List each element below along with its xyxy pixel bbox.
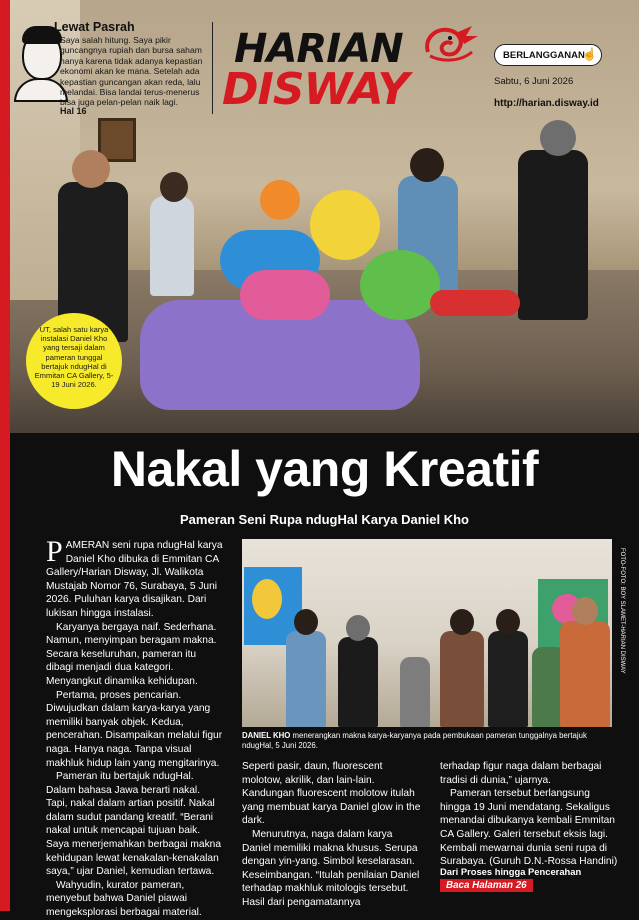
guest-head xyxy=(294,609,318,635)
visitor-head xyxy=(160,172,188,202)
issue-date: Sabtu, 6 Juni 2026 xyxy=(494,76,574,87)
guest-figure xyxy=(488,631,528,727)
artist-figure xyxy=(338,637,378,727)
paragraph: Pameran itu bertajuk ndugHal. Dalam bahasa Jawa berarti nakal. Tapi, nakal dalam artian positif. Nakal dalam sudut pandang kreatif. “Berani nakal untuk mencapai tujuan baik. Saya menerjemahkan berbagai makna kehidupan lewat kenakalan-kenakalan saya,” ujar Daniel, kemudian tertawa. xyxy=(46,771,221,878)
column-teaser[interactable] xyxy=(10,0,210,130)
paragraph: Seperti pasir, daun, fluorescent molotow, akrilik, dan lain-lain. Kandungan fluorescent molotow itulah yang membuat karya Daniel glow in the dark. xyxy=(242,761,421,827)
photo-caption: DANIEL KHO menerangkan makna karya-karyanya pada pembukaan pameran tunggalnya bertajuk ndugHal, 5 Juni 2026. xyxy=(242,731,587,750)
guest-figure xyxy=(286,631,326,727)
opening-photo xyxy=(242,539,612,727)
paragraph: terhadap figur naga dalam berbagai tradisi di dunia,” ujarnya. xyxy=(440,761,602,786)
main-headline: Nakal yang Kreatif xyxy=(110,441,539,497)
website-link[interactable]: http://harian.disway.id xyxy=(494,98,599,109)
sculpture-head xyxy=(310,190,380,260)
article-column-1 xyxy=(46,535,224,920)
logo-disway: DISWAY xyxy=(222,64,409,115)
column-title: Lewat Pasrah xyxy=(54,20,135,34)
dragon-logo-icon xyxy=(420,22,480,66)
subscribe-label: BERLANGGANAN xyxy=(503,50,585,61)
red-side-bar xyxy=(0,0,10,911)
sub-headline: Pameran Seni Rupa ndugHal Karya Daniel Kho xyxy=(180,512,469,527)
artist-head xyxy=(540,120,576,156)
article-column-2 xyxy=(242,760,422,910)
subscribe-button[interactable] xyxy=(494,44,602,66)
paragraph: PAMERAN seni rupa ndugHal karya Daniel Kho dibuka di Emmitan CA Gallery/Harian Disway, Jl. Walikota Mustajab Nomor 76, Surabaya, 5 Juni 2026. Puluhan karya disajikan. Dari lukisan hingga instalasi. xyxy=(46,535,223,619)
paragraph: Menurutnya, naga dalam karya Daniel memiliki makna khusus. Serupa dengan yin-yang. Simbol keselarasan. Keseimbangan. “Itulah penilaian Daniel terhadap makhluk mitologis tersebut. Hasil dari pengamatannya xyxy=(242,828,420,908)
visitor-head xyxy=(72,150,110,188)
visitor-figure xyxy=(150,196,194,296)
column-page-ref: Hal 16 xyxy=(60,106,87,116)
masthead-divider xyxy=(212,22,213,114)
continue-reading-link[interactable]: Baca Halaman 26 xyxy=(440,879,533,892)
sculpture-part xyxy=(240,270,330,320)
guest-figure xyxy=(400,657,430,727)
logo-harian: HARIAN xyxy=(234,26,403,72)
paragraph: Karyanya bergaya naif. Sederhana. Namun, menyimpan beragam makna. Secara keseluruhan, pameran itu dibagi menjadi dua kategori. Menyangkut dinamika kehidupan. xyxy=(46,621,217,687)
article-column-3 xyxy=(440,760,620,869)
guest-figure xyxy=(560,621,610,727)
paragraph: Pameran tersebut berlangsung hingga 19 Juni mendatang. Sekaligus menandai dibukanya kembali Emmitan CA Gallery. Galeri tersebut eksis lagi. Kembali mewarnai dunia seni rupa di Surabaya. (Guruh D.N.-Rossa Handini) xyxy=(440,788,618,868)
sculpture-tongue xyxy=(430,290,520,316)
photo-credit: FOTO-FOTO: BOY SLAMET-HARIAN DISWAY xyxy=(619,548,625,674)
artist-figure xyxy=(518,150,588,320)
continuation-title: Dari Proses hingga Pencerahan xyxy=(440,866,582,877)
visitor-head xyxy=(410,148,444,182)
guest-figure xyxy=(440,631,484,727)
drop-cap: P xyxy=(46,535,63,568)
guest-head xyxy=(496,609,520,635)
pointer-hand-icon: ☝ xyxy=(582,47,597,61)
harian-disway-logo[interactable] xyxy=(222,26,482,115)
painting-detail xyxy=(252,579,282,619)
hero-caption-bubble: UT, salah satu karya instalasi Daniel Kho yang tersaji dalam pameran tunggal bertajuk ndugHal di Emmitan CA Gallery, 5-19 Juni 2026. xyxy=(26,313,122,409)
sculpture-part xyxy=(260,180,300,220)
guest-head xyxy=(450,609,474,635)
column-excerpt: Saya salah hitung. Saya pikir guncangnya rupiah dan bursa saham hanya karena tidak adanya kepastian ekonomi akan ke mana. Setelah ada kepastian guncangan akan reda, lalu melandai. Bisa landai terus-menerus bisa juga pelan-pelan naik lagi. xyxy=(60,35,203,108)
sculpture-part xyxy=(360,250,440,320)
guest-head xyxy=(572,597,598,625)
paragraph: Wahyudin, kurator pameran, menyebut bahwa Daniel piawai mengeksplorasi berbagai material. xyxy=(46,879,202,919)
artist-head xyxy=(346,615,370,641)
paragraph: Pertama, proses pencarian. Diwujudkan dalam karya-karya yang memiliki banyak objek. Kedua, pencerahan. Disampaikan melalui figur naga. Hanya naga. Tanpa visual makhluk hidup lain yang mengitarinya. xyxy=(46,689,223,769)
